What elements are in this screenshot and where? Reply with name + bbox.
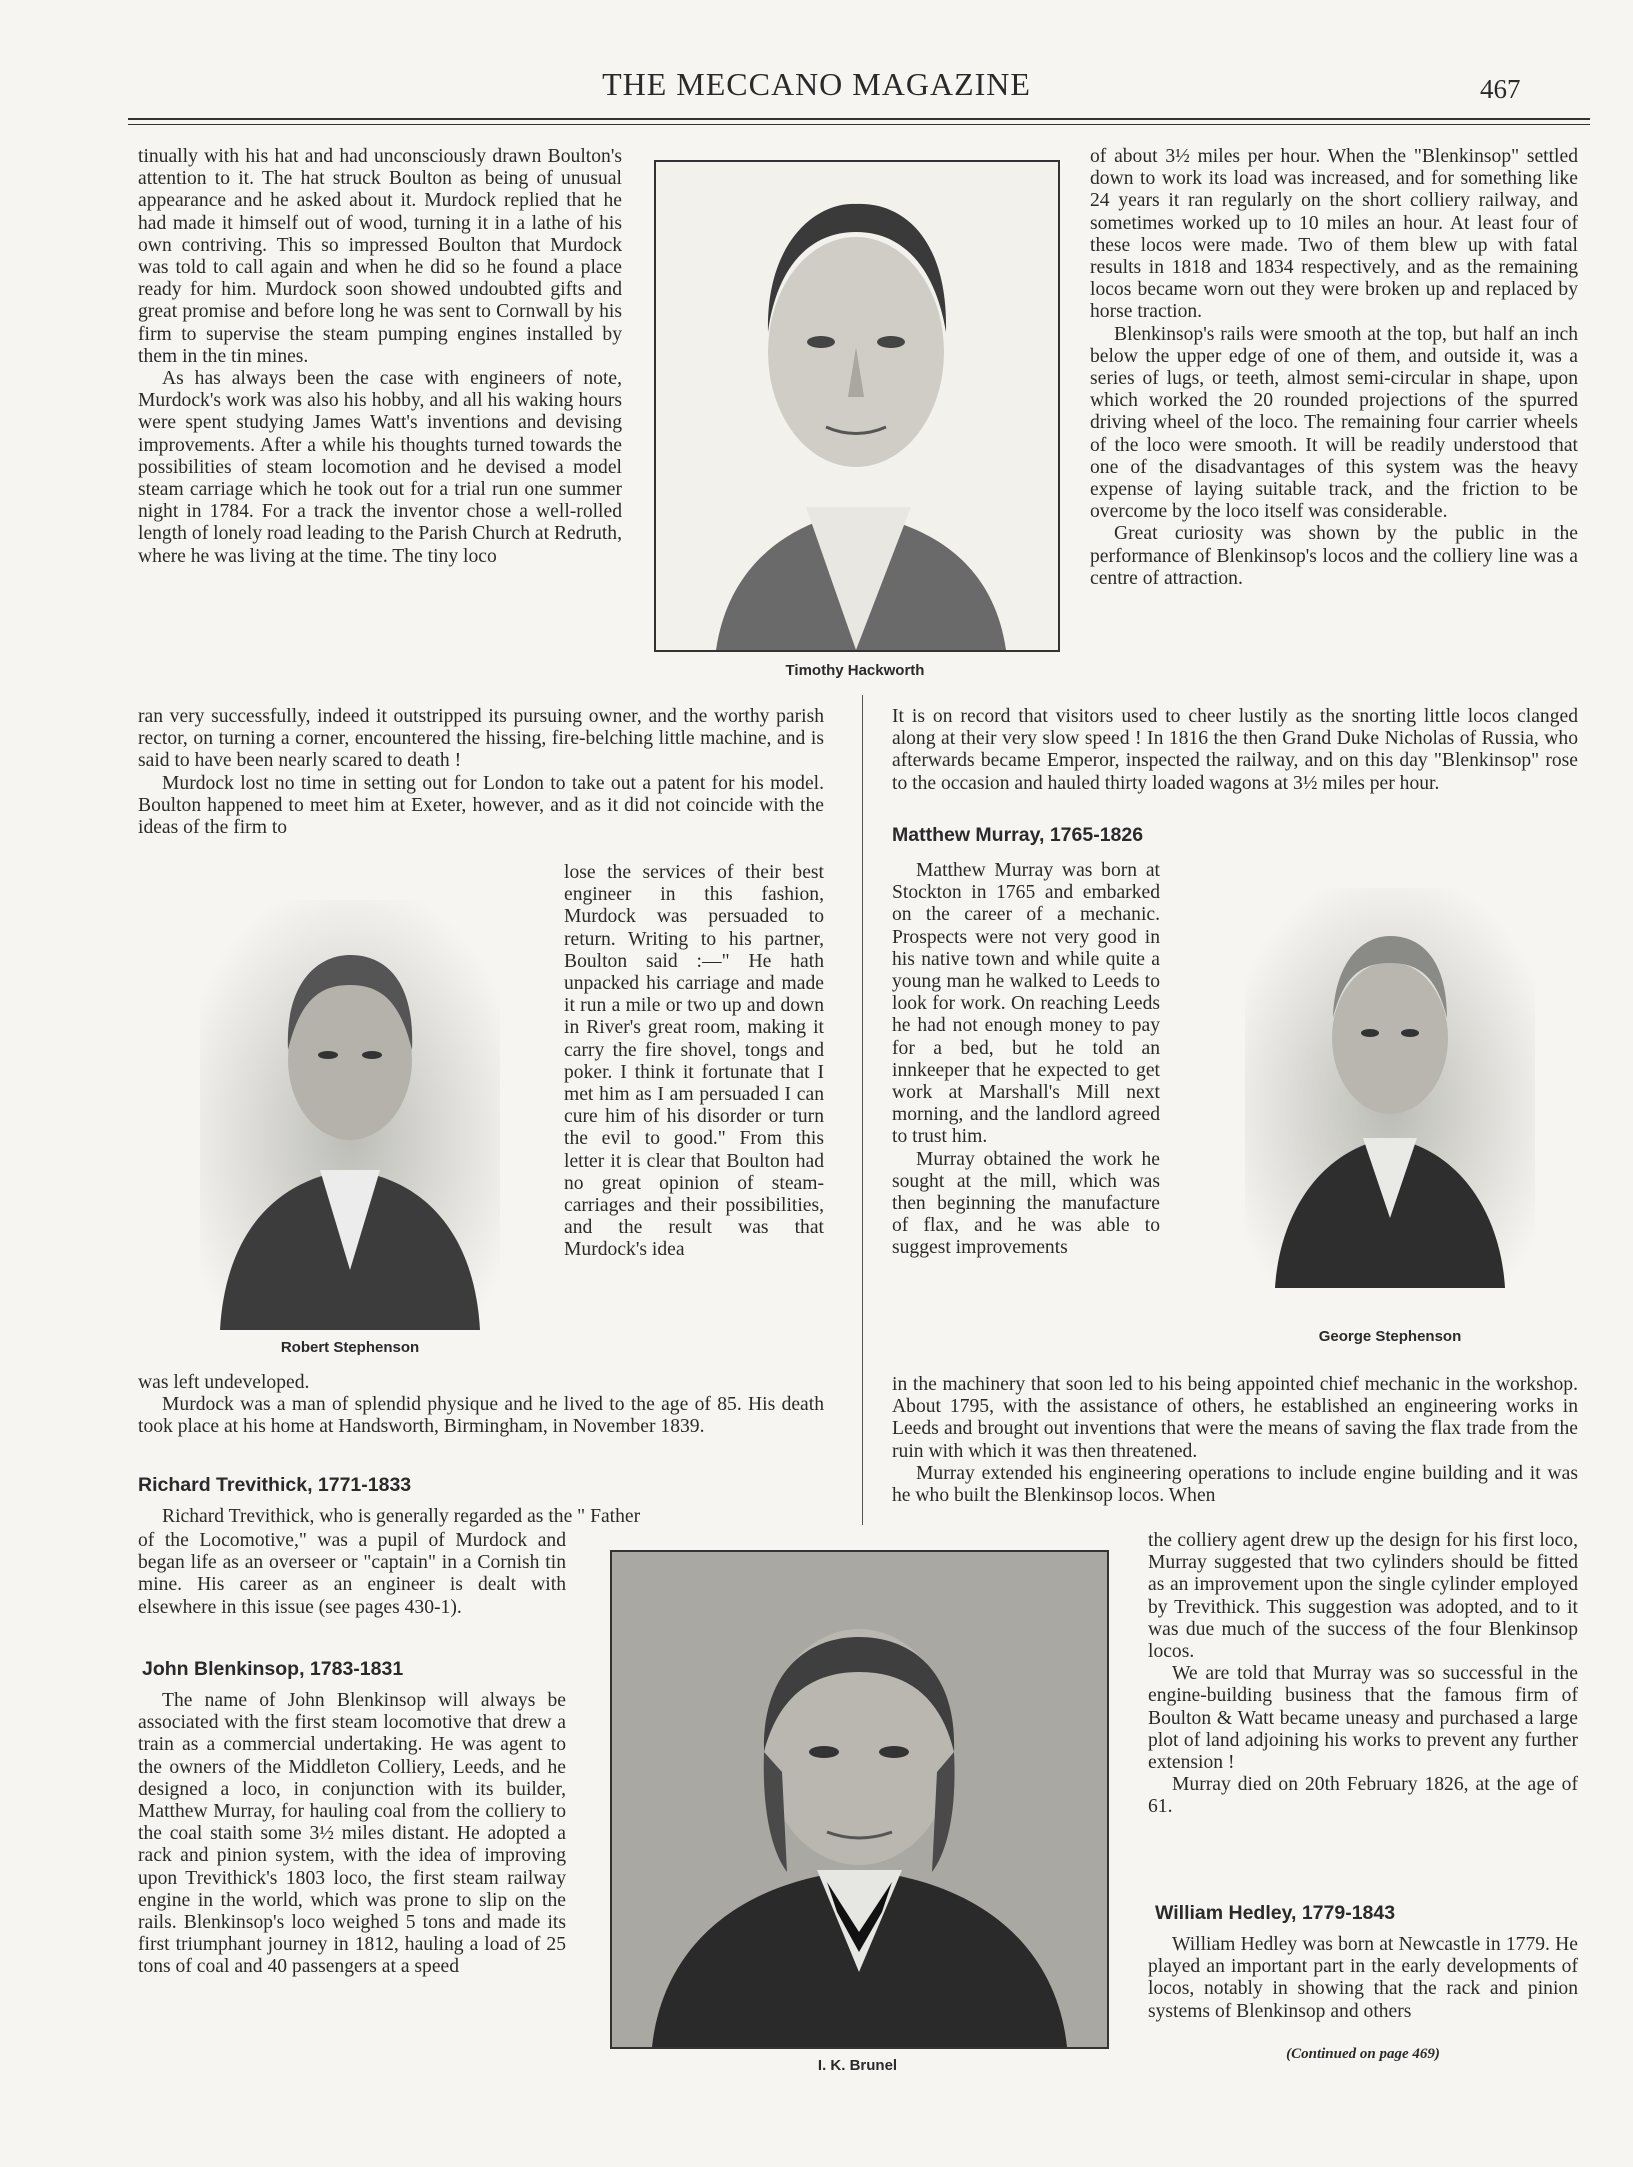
col1-para-3: Murdock lost no time in setting out for London to take out a patent for his model. Boulton happened to meet him at Exeter, however, and as it did not coincide with the ideas of the firm to (138, 772, 824, 839)
magazine-title: THE MECCANO MAGAZINE (602, 66, 1031, 102)
continued-note: (Continued on page 469) (1286, 2046, 1440, 2062)
col2-para-6: Murray extended his engineering operations to include engine building and it was he who built the Blenkinsop locos. When (892, 1462, 1578, 1507)
col2-para-6b: the colliery agent drew up the design for his first loco, Murray suggested that two cylinders should be fitted as an improvement upon the single cylinder employed by Trevithick. This suggestion was adopted, and to it was due much of the success of the four Blenkinsop locos. (1148, 1530, 1578, 1663)
col1-block-d (138, 1372, 824, 1439)
col1-para-3c: was left undeveloped. (138, 1372, 310, 1393)
heading-john-blenkinsop: John Blenkinsop, 1783-1831 (142, 1658, 404, 1680)
col2-para-8: Murray died on 20th February 1826, at the age of 61. (1148, 1774, 1578, 1818)
col1-block-a (138, 146, 622, 568)
col1-para-1: tinually with his hat and had unconsciously drawn Boulton's attention to it. The hat struck Boulton as being of unusual appearance and he asked about it. Murdock replied that he had made it himself out of wood, turning it in a lathe of his own contriving. This so impressed Boulton that Murdock was told to call again and when he did so he found a place ready for him. Murdock soon showed undoubted gifts and great promise and before long he was sent to Cornwall by his firm to supervise the steam pumping engines installed by them in the tin mines. (138, 146, 622, 367)
header-rule-thin (128, 124, 1590, 125)
col2-para-3b: It is on record that visitors used to cheer lustily as the snorting little locos clanged along at their very slow speed ! In 1816 the then Grand Duke Nicholas of Russia, who afterwards became Emperor, inspected the railway, and on this day "Blenkinsop" rose to the occasion and hauled thirty loaded wagons at 3½ miles per hour. (892, 706, 1578, 794)
portrait-ik-brunel (610, 1550, 1109, 2049)
caption-george-stephenson: George Stephenson (1318, 1328, 1462, 1345)
col1-para-5b: of the Locomotive," was a pupil of Murdock and began life as an overseer or "captain" in a Cornish tin mine. His career as an engineer is dealt with elsewhere in this issue (see pages 430-1). (138, 1530, 566, 1618)
col1-block-b (138, 706, 824, 839)
caption-timothy-hackworth: Timothy Hackworth (785, 662, 925, 679)
caption-robert-stephenson: Robert Stephenson (280, 1339, 420, 1356)
col2-para-5: Murray obtained the work he sought at the mill, which was then beginning the manufacture of flax, and he was able to suggest improvements (892, 1148, 1160, 1259)
col2-para-7: We are told that Murray was so successful in the engine-building business that the famous firm of Boulton & Watt became uneasy and purchased a large plot of land adjoining his works to prevent any further extension ! (1148, 1663, 1578, 1774)
col2-para-3: Great curiosity was shown by the public in the performance of Blenkinsop's locos and the colliery line was a centre of attraction. (1090, 523, 1578, 589)
col2-block-d (892, 1374, 1578, 1507)
col1-block-e (138, 1506, 824, 1528)
caption-ik-brunel: I. K. Brunel (817, 2057, 898, 2074)
col1-para-3b: lose the services of their best engineer in this fashion, Murdock was persuaded to return. Writing to his partner, Boulton said :—" He hath unpacked his carriage and made it run a mile or two up and down in River's great room, making it carry the fire shovel, tongs and poker. I think it fortunate that I met him as I am persuaded I can cure him of his disorder or turn the evil to good." From this letter it is clear that Boulton had no great opinion of steam-carriages and their possibilities, and the result was that Murdock's idea (564, 862, 824, 1261)
col1-para-5: Richard Trevithick, who is generally regarded as the " Father (162, 1506, 641, 1527)
portrait-timothy-hackworth (654, 160, 1060, 652)
col2-para-4: Matthew Murray was born at Stockton in 1765 and embarked on the career of a mechanic. Prospects were not very good in his native town and while quite a young man he walked to Leeds to look for work. On reaching Leeds he had not enough money to pay for a bed, but he told an innkeeper that he expected to get work at Marshall's Mill next morning, and the landlord agreed to trust him. (892, 860, 1160, 1148)
heading-matthew-murray: Matthew Murray, 1765-1826 (892, 824, 1144, 846)
col1-para-6: The name of John Blenkinsop will always be associated with the first steam locomotive that drew a train as a commercial undertaking. He was agent to the owners of the Middleton Colliery, Leeds, and he designed a loco, in conjunction with its builder, Matthew Murray, for hauling coal from the colliery to the coal staith some 3½ miles distant. He adopted a rack and pinion system, with the idea of improving upon Trevithick's 1803 loco, the first steam railway engine in the world, which was prone to slip on the rails. Blenkinsop's loco weighed 5 tons and made its first triumphant journey in 1812, hauling a load of 25 tons of coal and 40 passengers at a speed (138, 1690, 566, 1978)
column-divider (862, 695, 863, 1525)
col2-block-b (892, 706, 1578, 795)
header-rule (128, 118, 1590, 120)
col2-block-f (1148, 1934, 1578, 2023)
col2-para-5b: in the machinery that soon led to his being appointed chief mechanic in the workshop. About 1795, with the assistance of others, he established an engineering works in Leeds and brought out inventions that were the means of saving the flax trade from the ruin with which it was then threatened. (892, 1374, 1578, 1462)
col1-para-2b: ran very successfully, indeed it outstripped its pursuing owner, and the worthy parish rector, on turning a corner, encountered the hissing, fire-belching little machine, and is said to have been nearly scared to death ! (138, 706, 824, 772)
col1-para-2: As has always been the case with engineers of note, Murdock's work was also his hobby, and all his waking hours were spent studying James Watt's inventions and devising improvements. After a while his thoughts turned towards the possibilities of steam locomotion and he devised a model steam carriage which he took out for a trial run one summer night in 1784. For a track the inventor chose a well-rolled length of lonely road leading to the Parish Church at Redruth, where he was living at the time. The tiny loco (138, 368, 622, 567)
col2-para-1: of about 3½ miles per hour. When the "Blenkinsop" settled down to work its load was increased, and for something like 24 years it ran regularly on the short colliery railway, and sometimes worked up to 10 miles an hour. At least four of these locos were made. Two of them blew up with fatal results in 1818 and 1834 respectively, and as the remaining locos became worn out they were broken up and replaced by horse traction. (1090, 146, 1578, 323)
col1-block-c (564, 862, 824, 1262)
col1-para-4: Murdock was a man of splendid physique and he lived to the age of 85. His death took place at his home at Handsworth, Birmingham, in November 1839. (138, 1394, 824, 1438)
portrait-george-stephenson (1245, 888, 1535, 1288)
col2-block-a (1090, 146, 1578, 590)
col1-block-f (138, 1530, 566, 1619)
heading-richard-trevithick: Richard Trevithick, 1771-1833 (138, 1474, 412, 1496)
col1-block-g (138, 1690, 566, 1979)
portrait-robert-stephenson (200, 900, 500, 1330)
col2-para-9: William Hedley was born at Newcastle in 1779. He played an important part in the early developments of locos, notably in showing that the rack and pinion systems of Blenkinsop and others (1148, 1934, 1578, 2022)
heading-william-hedley: William Hedley, 1779-1843 (1155, 1902, 1396, 1924)
col2-block-e (1148, 1530, 1578, 1819)
page-number: 467 (1480, 74, 1521, 104)
col2-block-c (892, 860, 1160, 1260)
col2-para-2: Blenkinsop's rails were smooth at the top, but half an inch below the upper edge of one of them, and outside it, was a series of lugs, or teeth, almost semi-circular in shape, upon which worked the 20 rounded projections of the spurred driving wheel of the loco. The remaining four carrier wheels of the loco were smooth. It will be readily understood that one of the disadvantages of this system was the heavy expense of laying suitable track, and the friction to be overcome by the loco itself was considerable. (1090, 323, 1578, 523)
